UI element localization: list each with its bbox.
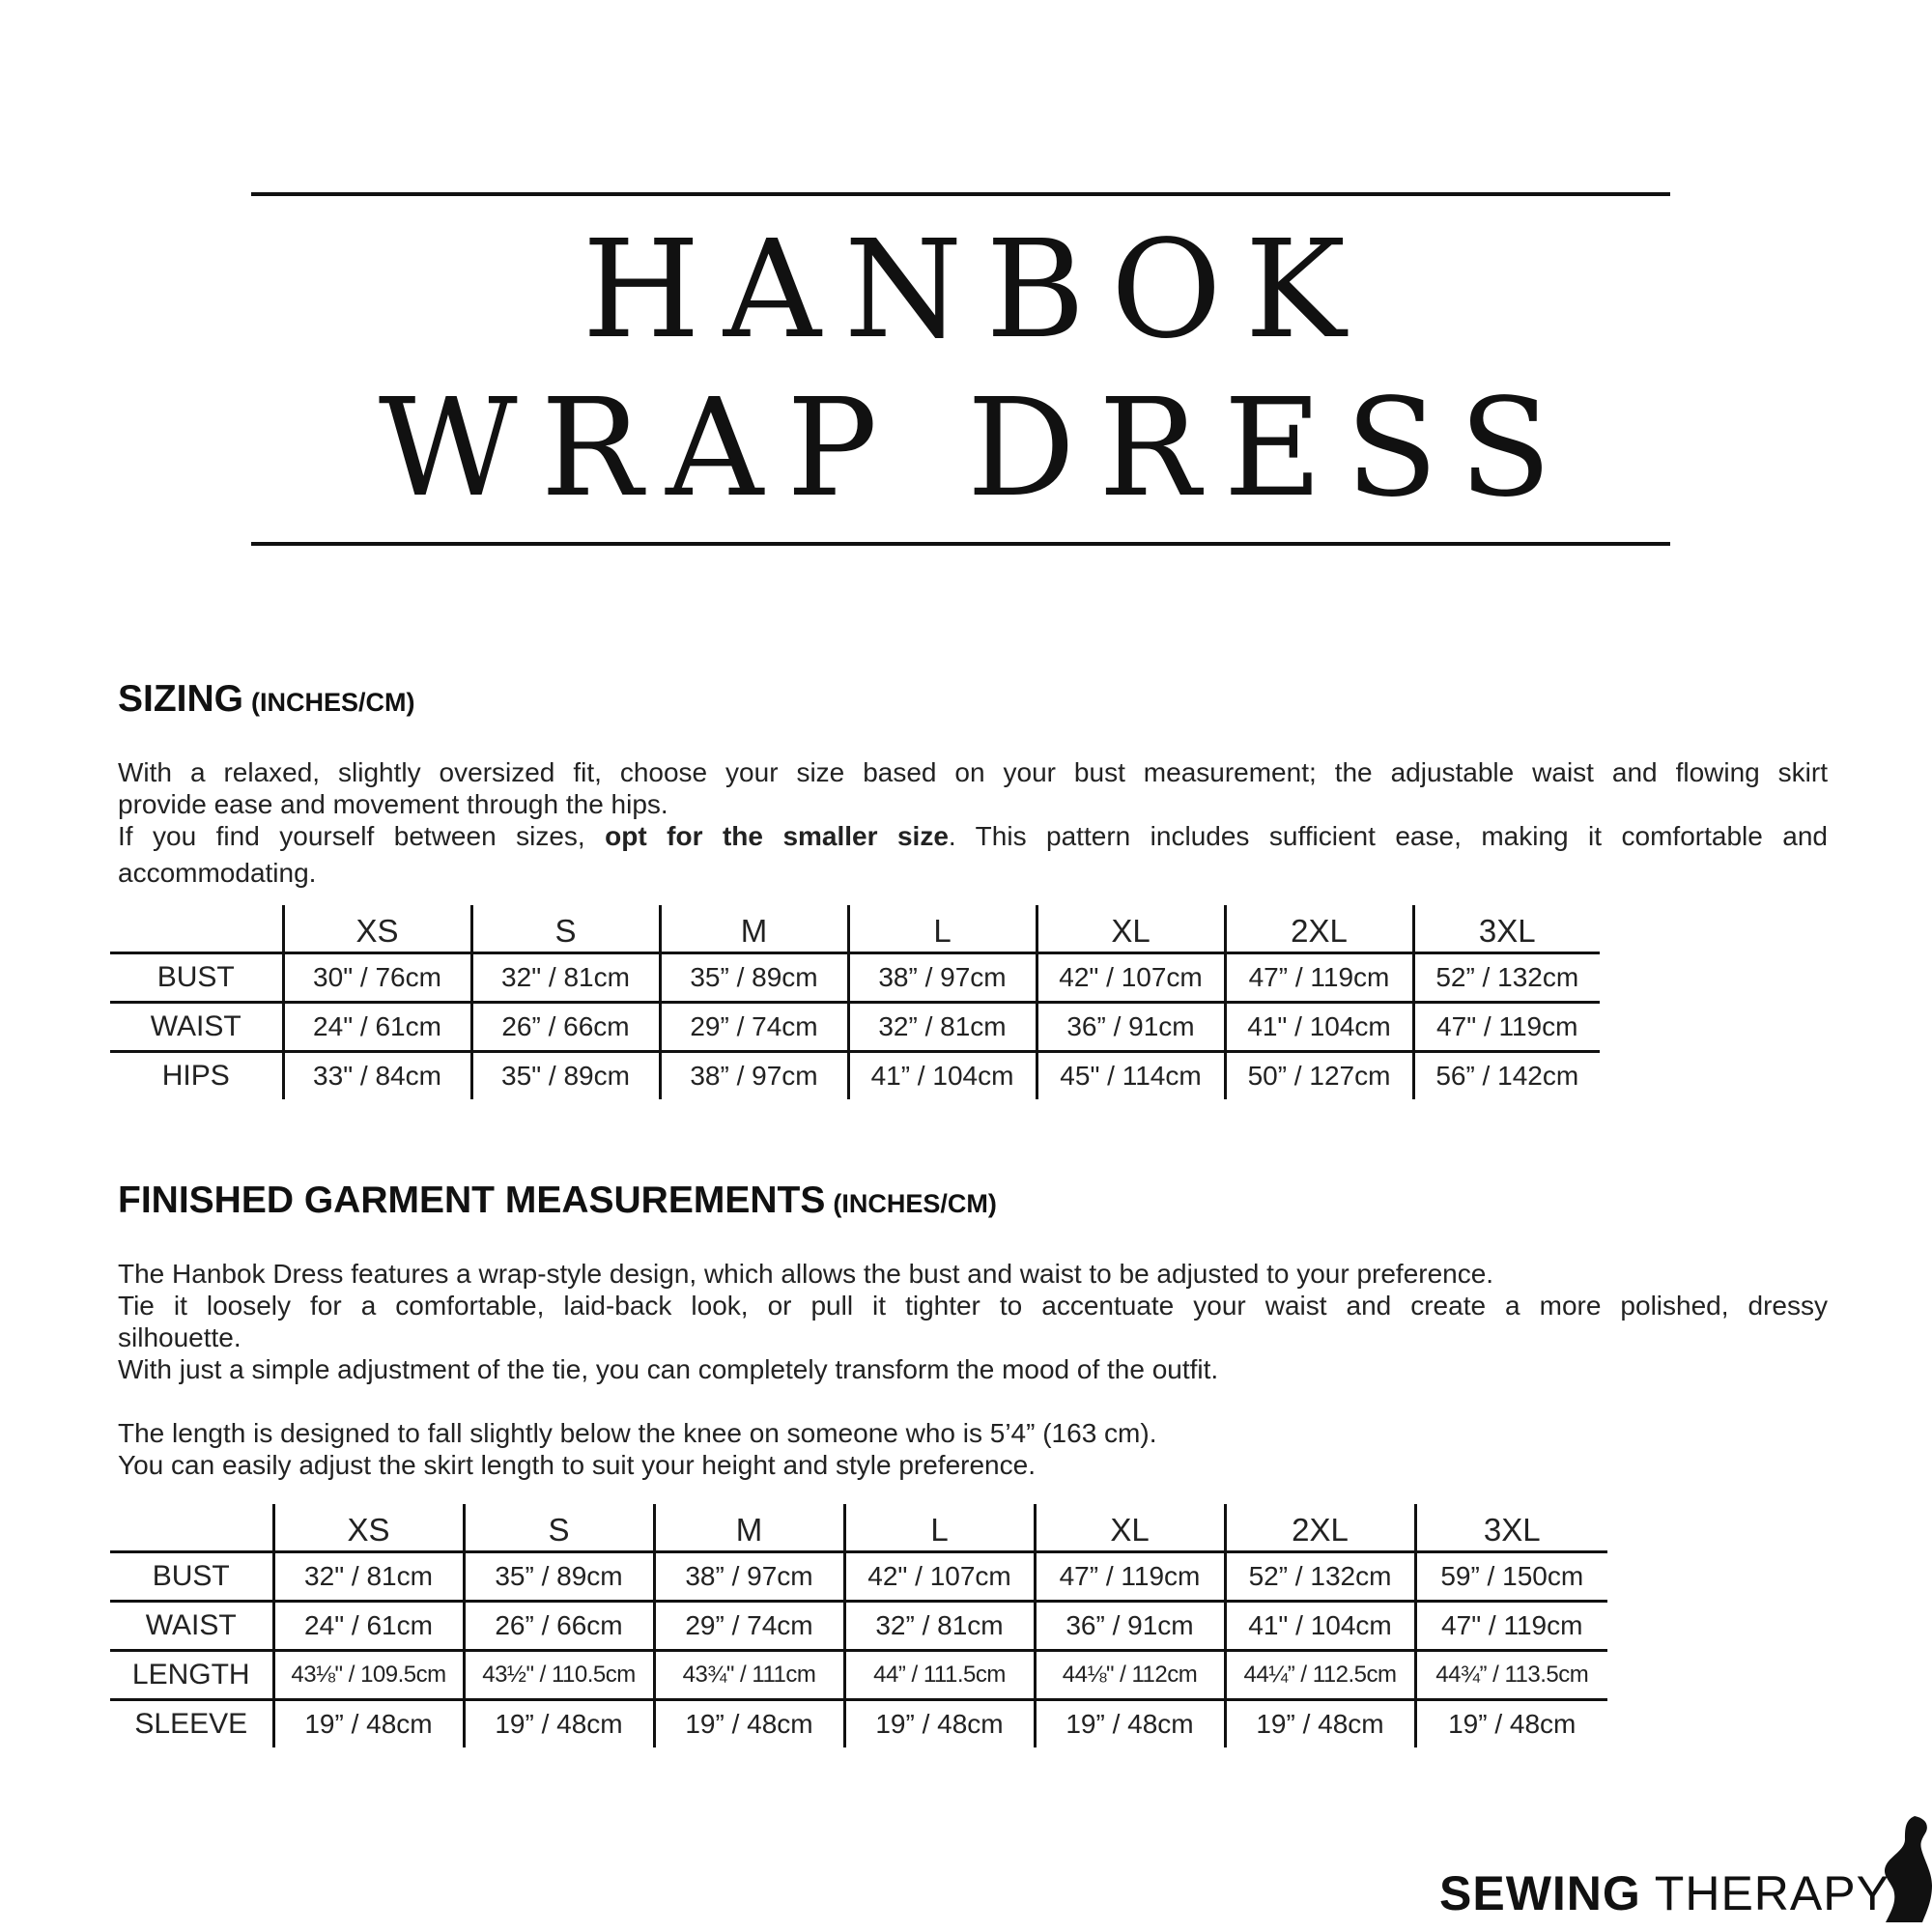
row-label: SLEEVE [110, 1700, 273, 1748]
table-cell: 38” / 97cm [654, 1552, 844, 1602]
table-row [110, 1552, 1607, 1602]
table-cell: 47" / 119cm [1415, 1602, 1607, 1651]
table-cell: 19” / 48cm [1035, 1700, 1225, 1748]
table-cell: 29” / 74cm [654, 1602, 844, 1651]
table-header-cell: XS [283, 905, 471, 953]
page-title-line-1: HANBOK [582, 212, 1370, 369]
table-cell: 32” / 81cm [848, 1003, 1037, 1052]
table-cell: 19” / 48cm [1415, 1700, 1607, 1748]
table-header-cell: S [471, 905, 660, 953]
brand-logo-light: THERAPY [1654, 1866, 1889, 1920]
table-header-row [110, 1504, 1607, 1552]
table-row [110, 1700, 1607, 1748]
table-cell: 44¾” / 113.5cm [1415, 1651, 1607, 1700]
finished-heading-text: FINISHED GARMENT MEASUREMENTS [118, 1179, 826, 1221]
finished-heading-unit: (INCHES/CM) [833, 1189, 997, 1218]
title-rule-top [251, 192, 1670, 196]
finished-text-line: Tie it loosely for a comfortable, laid-back look, or pull it tighter to accentuate your waist and create a more polished, dressy [118, 1291, 1828, 1321]
table-header-cell: L [848, 905, 1037, 953]
table-header-cell: M [654, 1504, 844, 1552]
table-cell: 47” / 119cm [1225, 953, 1413, 1003]
table-header-cell: 2XL [1225, 1504, 1415, 1552]
sizing-text-line: provide ease and movement through the hips. [118, 789, 668, 819]
row-label: BUST [110, 953, 283, 1003]
table-cell: 44” / 111.5cm [844, 1651, 1035, 1700]
table-header-cell: S [464, 1504, 654, 1552]
finished-measurements-heading [118, 1177, 997, 1228]
table-cell: 44¼” / 112.5cm [1225, 1651, 1415, 1700]
sizing-text-line [118, 820, 1828, 852]
page-title-line-2: WRAP DRESS [378, 370, 1576, 527]
table-row [110, 1052, 1600, 1100]
table-cell: 43⅛" / 109.5cm [273, 1651, 464, 1700]
table-header-cell: 3XL [1413, 905, 1600, 953]
table-cell: 36” / 91cm [1037, 1003, 1225, 1052]
table-cell: 42" / 107cm [844, 1552, 1035, 1602]
title-rule-bottom [251, 542, 1670, 546]
table-header-cell: XS [273, 1504, 464, 1552]
sizing-text-emphasis: opt for the smaller size [605, 821, 949, 851]
table-cell: 35” / 89cm [660, 953, 848, 1003]
table-cell: 41” / 104cm [848, 1052, 1037, 1100]
table-cell: 19” / 48cm [654, 1700, 844, 1748]
table-cell: 47" / 119cm [1413, 1003, 1600, 1052]
row-label: WAIST [110, 1003, 283, 1052]
table-cell: 32” / 81cm [844, 1602, 1035, 1651]
table-cell: 24" / 61cm [283, 1003, 471, 1052]
table-cell: 24" / 61cm [273, 1602, 464, 1651]
table-header-cell: XL [1035, 1504, 1225, 1552]
table-cell: 35” / 89cm [464, 1552, 654, 1602]
finished-measurements-table [110, 1504, 1607, 1747]
row-label: HIPS [110, 1052, 283, 1100]
table-cell: 43¾" / 111cm [654, 1651, 844, 1700]
finished-text-line: The Hanbok Dress features a wrap-style design, which allows the bust and waist to be adjusted to your preference. [118, 1259, 1494, 1289]
brand-logo [1439, 1816, 1932, 1922]
table-cell: 36” / 91cm [1035, 1602, 1225, 1651]
brand-logo-text [1439, 1866, 1889, 1920]
finished-description [118, 1258, 1828, 1481]
dress-form-icon [1876, 1816, 1932, 1922]
table-cell: 29” / 74cm [660, 1003, 848, 1052]
sizing-heading-unit: (INCHES/CM) [251, 688, 415, 717]
sizing-heading-text: SIZING [118, 678, 244, 720]
row-label: WAIST [110, 1602, 273, 1651]
sizing-heading [118, 675, 415, 726]
sizing-text-segment: If you find yourself between sizes, [118, 821, 606, 851]
sizing-text-line: accommodating. [118, 858, 317, 888]
table-header-cell: 3XL [1415, 1504, 1607, 1552]
table-header-cell: XL [1037, 905, 1225, 953]
finished-text-line: With just a simple adjustment of the tie, you can completely transform the mood of the outfit. [118, 1354, 1219, 1384]
table-header-cell: 2XL [1225, 905, 1413, 953]
table-cell: 42" / 107cm [1037, 953, 1225, 1003]
table-cell: 33" / 84cm [283, 1052, 471, 1100]
table-cell: 38” / 97cm [848, 953, 1037, 1003]
table-cell: 35" / 89cm [471, 1052, 660, 1100]
table-cell: 52” / 132cm [1225, 1552, 1415, 1602]
table-cell: 26” / 66cm [464, 1602, 654, 1651]
table-cell: 32" / 81cm [471, 953, 660, 1003]
table-cell: 30" / 76cm [283, 953, 471, 1003]
table-header-row [110, 905, 1600, 953]
table-header-cell: M [660, 905, 848, 953]
table-cell: 52” / 132cm [1413, 953, 1600, 1003]
table-cell: 43½" / 110.5cm [464, 1651, 654, 1700]
paragraph-gap [118, 1385, 1828, 1417]
table-row [110, 1003, 1600, 1052]
table-header-cell [110, 905, 283, 953]
table-cell: 41" / 104cm [1225, 1602, 1415, 1651]
table-cell: 19” / 48cm [1225, 1700, 1415, 1748]
finished-text-line: You can easily adjust the skirt length to suit your height and style preference. [118, 1450, 1036, 1480]
row-label: LENGTH [110, 1651, 273, 1700]
table-cell: 50” / 127cm [1225, 1052, 1413, 1100]
row-label: BUST [110, 1552, 273, 1602]
sizing-text-line: With a relaxed, slightly oversized fit, choose your size based on your bust measurement; the adjustable waist and flowing skirt [118, 757, 1828, 787]
table-header-cell [110, 1504, 273, 1552]
table-cell: 26” / 66cm [471, 1003, 660, 1052]
table-cell: 32" / 81cm [273, 1552, 464, 1602]
brand-logo-bold: SEWING [1439, 1866, 1641, 1920]
table-cell: 41" / 104cm [1225, 1003, 1413, 1052]
table-cell: 44⅛" / 112cm [1035, 1651, 1225, 1700]
table-cell: 19” / 48cm [464, 1700, 654, 1748]
table-cell: 56” / 142cm [1413, 1052, 1600, 1100]
table-row [110, 1602, 1607, 1651]
finished-text-line: The length is designed to fall slightly below the knee on someone who is 5’4” (163 cm). [118, 1418, 1157, 1448]
sizing-text-segment: . This pattern includes sufficient ease, making it comfortable and [948, 821, 1829, 851]
table-cell: 19” / 48cm [273, 1700, 464, 1748]
table-header-cell: L [844, 1504, 1035, 1552]
sizing-table [110, 905, 1600, 1099]
table-row [110, 1651, 1607, 1700]
sizing-description [118, 756, 1828, 889]
table-cell: 47” / 119cm [1035, 1552, 1225, 1602]
table-cell: 45" / 114cm [1037, 1052, 1225, 1100]
finished-text-line: silhouette. [118, 1322, 242, 1352]
table-cell: 38” / 97cm [660, 1052, 848, 1100]
table-row [110, 953, 1600, 1003]
table-cell: 19” / 48cm [844, 1700, 1035, 1748]
table-cell: 59” / 150cm [1415, 1552, 1607, 1602]
